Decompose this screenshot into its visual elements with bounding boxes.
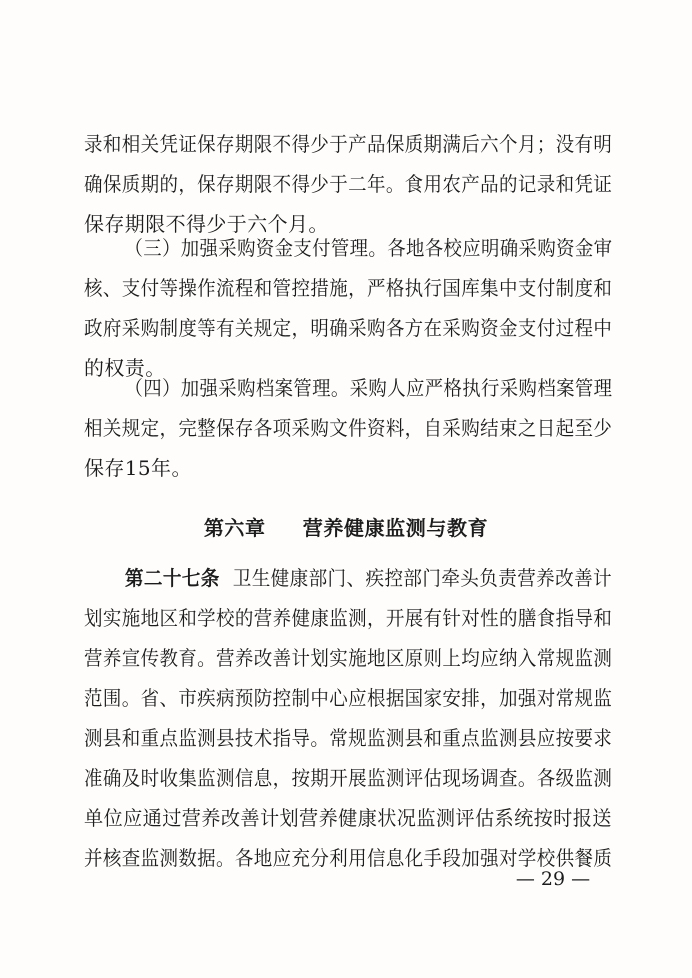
paragraph-archive-management xyxy=(84,368,612,488)
article-first-line xyxy=(84,558,613,598)
article-27 xyxy=(84,558,612,878)
text-line: 并核查监测数据。各地应充分利用信息化手段加强对学校供餐质 xyxy=(84,846,613,870)
text-line: 单位应通过营养改善计划营养健康状况监测评估系统按时报送 xyxy=(84,806,612,830)
text-line: 范围。省、市疾病预防控制中心应根据国家安排，加强对常规监 xyxy=(84,686,613,710)
chapter-heading xyxy=(0,512,692,541)
text-line: 测县和重点监测县技术指导。常规监测县和重点监测县应按要求 xyxy=(84,726,613,750)
paragraph-payment-management xyxy=(84,228,612,388)
text-line: 保存期限不得少于六个月。 xyxy=(84,212,329,236)
text-line: 确保质期的，保存期限不得少于二年。食用农产品的记录和凭证 xyxy=(84,172,613,196)
article-number: 第二十七条 xyxy=(124,566,220,590)
text-line: 核、支付等操作流程和管控措施，严格执行国库集中支付制度和 xyxy=(84,276,613,300)
paragraph-retention-continued xyxy=(84,124,612,244)
chapter-title: 营养健康监测与教育 xyxy=(302,516,489,540)
page-number: — 29 — xyxy=(515,868,591,890)
text-line: 政府采购制度等有关规定，明确采购各方在采购资金支付过程中 xyxy=(84,316,613,340)
text-line: 的权责。 xyxy=(84,356,166,380)
text-line: 录和相关凭证保存期限不得少于产品保质期满后六个月；没有明 xyxy=(84,132,613,156)
text-line: 卫生健康部门、疾控部门牵头负责营养改善计 xyxy=(232,566,613,590)
text-line: 保存15年。 xyxy=(84,456,192,480)
text-line: 准确及时收集监测信息，按期开展监测评估现场调查。各级监测 xyxy=(84,766,613,790)
text-line: 营养宣传教育。营养改善计划实施地区原则上均应纳入常规监测 xyxy=(84,646,613,670)
text-line: 划实施地区和学校的营养健康监测，开展有针对性的膳食指导和 xyxy=(84,606,613,630)
text-line: 相关规定，完整保存各项采购文件资料，自采购结束之日起至少 xyxy=(84,416,613,440)
text-line: （三）加强采购资金支付管理。各地各校应明确采购资金审 xyxy=(124,236,613,260)
chapter-number: 第六章 xyxy=(203,516,266,540)
text-line: （四）加强采购档案管理。采购人应严格执行采购档案管理 xyxy=(124,376,613,400)
